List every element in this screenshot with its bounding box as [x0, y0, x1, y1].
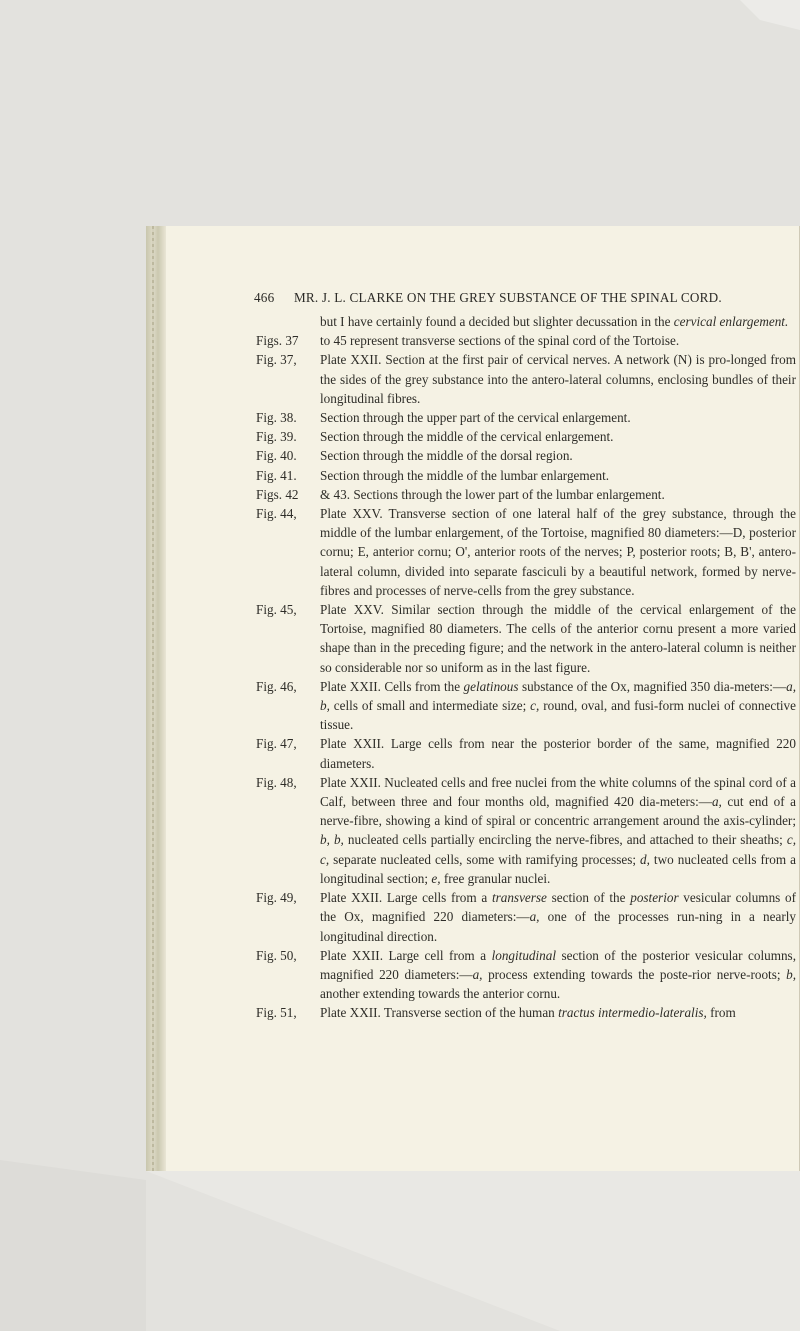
entry-text: cut end of a nerve-fibre, showing a kind of spiral or concentric arrangement around the axis-cylinder;	[320, 794, 796, 829]
entry-text: from	[706, 1005, 736, 1021]
italic-term: tractus intermedio-lateralis,	[558, 1005, 707, 1021]
running-head-title: MR. J. L. CLARKE ON THE GREY SUBSTANCE OF THE SPINAL CORD.	[294, 290, 722, 305]
continued-paragraph	[256, 312, 796, 331]
figure-label: Fig. 41.	[256, 467, 297, 483]
figure-descriptions	[256, 312, 796, 1023]
italic-term: e,	[431, 870, 441, 886]
italic-term: c, c,	[320, 832, 797, 867]
entry-text: process extending towards the poste-rior nerve-roots;	[482, 966, 787, 982]
entry-text: but I have certainly found a decided but slighter decussation in the	[320, 314, 674, 329]
entry-text: Plate XXII. Nucleated cells and free nuclei from the white columns of the spinal cord of a Calf, between three and four months old, magnified 420 dia-meters:—	[320, 774, 796, 810]
figure-label: Fig. 38.	[256, 410, 297, 426]
entry-text: section of the	[546, 890, 631, 906]
figure-entry	[256, 331, 796, 350]
entry-text: nucleated cells partially encircling the nerve-fibres, and attached to their sheaths;	[343, 832, 787, 848]
figure-entry	[256, 504, 796, 600]
italic-term: transverse	[491, 890, 547, 906]
italic-term: c,	[530, 698, 540, 714]
figure-entry	[256, 677, 796, 735]
figure-label: Fig. 51,	[256, 1005, 297, 1021]
figure-entry	[256, 446, 796, 465]
figure-label: Fig. 40.	[256, 448, 297, 464]
entry-text: Section through the middle of the cervical enlargement.	[320, 429, 614, 445]
figure-label: Fig. 39.	[256, 429, 297, 445]
figure-entry	[256, 600, 796, 677]
entry-text: Plate XXII. Large cells from near the posterior border of the same, magnified 220 diameters.	[320, 736, 796, 771]
figure-entry	[256, 485, 796, 504]
entry-text: Plate XXII. Section at the first pair of cervical nerves. A network (N) is pro-longed from the sides of the grey substance into the antero-lateral columns, enclosing bundles of their longitudinal fibres.	[320, 352, 796, 406]
italic-term: b,	[786, 966, 796, 982]
italic-term: a, b,	[320, 678, 796, 714]
entry-text: & 43. Sections through the lower part of the lumbar enlargement.	[320, 486, 665, 502]
figure-entry	[256, 773, 796, 888]
figure-entry	[256, 1003, 796, 1022]
figure-entry	[256, 427, 796, 446]
italic-term: gelatinous	[463, 678, 519, 694]
figure-entry	[256, 734, 796, 772]
entry-text: Plate XXII. Large cell from a	[320, 947, 492, 963]
entry-text: section of the posterior vesicular columns, magnified 220 diameters:—	[320, 947, 796, 982]
figure-label: Fig. 44,	[256, 506, 297, 522]
book-page	[146, 226, 800, 1171]
entry-text: two nucleated cells from a longitudinal section;	[320, 851, 796, 886]
entry-text: another extending towards the anterior cornu.	[320, 986, 561, 1002]
entry-text: vesicular columns of the Ox, magnified 220 diameters:—	[320, 890, 796, 925]
entry-text: one of the processes run-ning in a nearly longitudinal direction.	[320, 909, 796, 944]
figure-label: Figs. 42	[256, 486, 299, 502]
figure-label: Fig. 50,	[256, 947, 297, 963]
figure-entry	[256, 888, 796, 946]
entry-text: Plate XXII. Large cells from a	[320, 890, 492, 906]
figure-entry	[256, 408, 796, 427]
italic-term: cervical enlargement.	[673, 314, 789, 329]
entry-text: Plate XXII. Cells from the	[320, 678, 464, 694]
page-gutter	[146, 226, 166, 1171]
entry-text: Section through the upper part of the cervical enlargement.	[320, 410, 631, 426]
entry-text: Section through the middle of the lumbar enlargement.	[320, 467, 610, 483]
figure-entry	[256, 946, 796, 1004]
entry-text: Plate XXV. Similar section through the middle of the cervical enlargement of the Tortoise, magnified 80 diameters. The cells of the anterior cornu present a more varied shape than in the preceding figure; and the network in the antero-lateral column is neither so considerable nor so uniform as in the last figure.	[320, 602, 796, 675]
entry-text: Plate XXII. Transverse section of the human	[320, 1005, 559, 1021]
italic-term: a,	[472, 966, 483, 982]
figure-entry	[256, 466, 796, 485]
italic-term: b, b,	[320, 832, 344, 848]
figure-label: Fig. 45,	[256, 602, 297, 618]
entry-text: separate nucleated cells, some with ramifying processes;	[329, 851, 641, 867]
figure-label: Fig. 47,	[256, 736, 297, 752]
figure-label: Fig. 37,	[256, 352, 297, 368]
entry-text: to 45 represent transverse sections of the spinal cord of the Tortoise.	[320, 333, 680, 349]
italic-term: a,	[711, 794, 722, 810]
figure-label: Fig. 49,	[256, 890, 297, 906]
italic-term: a,	[529, 909, 540, 925]
italic-term: longitudinal	[491, 947, 557, 963]
entry-text: round, oval, and fusi-form nuclei of connective tissue.	[320, 698, 796, 733]
page-number: 466	[254, 290, 275, 305]
entry-text: Plate XXV. Transverse section of one lateral half of the grey substance, through the middle of the lumbar enlargement, of the Tortoise, magnified 80 diameters:—D, posterior cornu; E, anterior cornu; O', anterior roots of the nerves; P, posterior roots; B, B', antero-lateral column, divided into separate fasciculi by a beautiful network, formed by nerve-fibres and processes of nerve-cells from the grey substance.	[320, 506, 796, 598]
figure-label: Fig. 46,	[256, 678, 297, 694]
figure-label: Fig. 48,	[256, 774, 297, 790]
figure-entry	[256, 350, 796, 408]
italic-term: d,	[640, 851, 650, 867]
running-head	[248, 290, 796, 310]
entry-text: cells of small and intermediate size;	[329, 698, 531, 714]
italic-term: posterior	[630, 890, 679, 906]
entry-text: free granular nuclei.	[440, 870, 551, 886]
entry-text: substance of the Ox, magnified 350 dia-meters:—	[518, 678, 787, 694]
figure-label: Figs. 37	[256, 333, 299, 349]
entry-text: Section through the middle of the dorsal region.	[320, 448, 573, 464]
